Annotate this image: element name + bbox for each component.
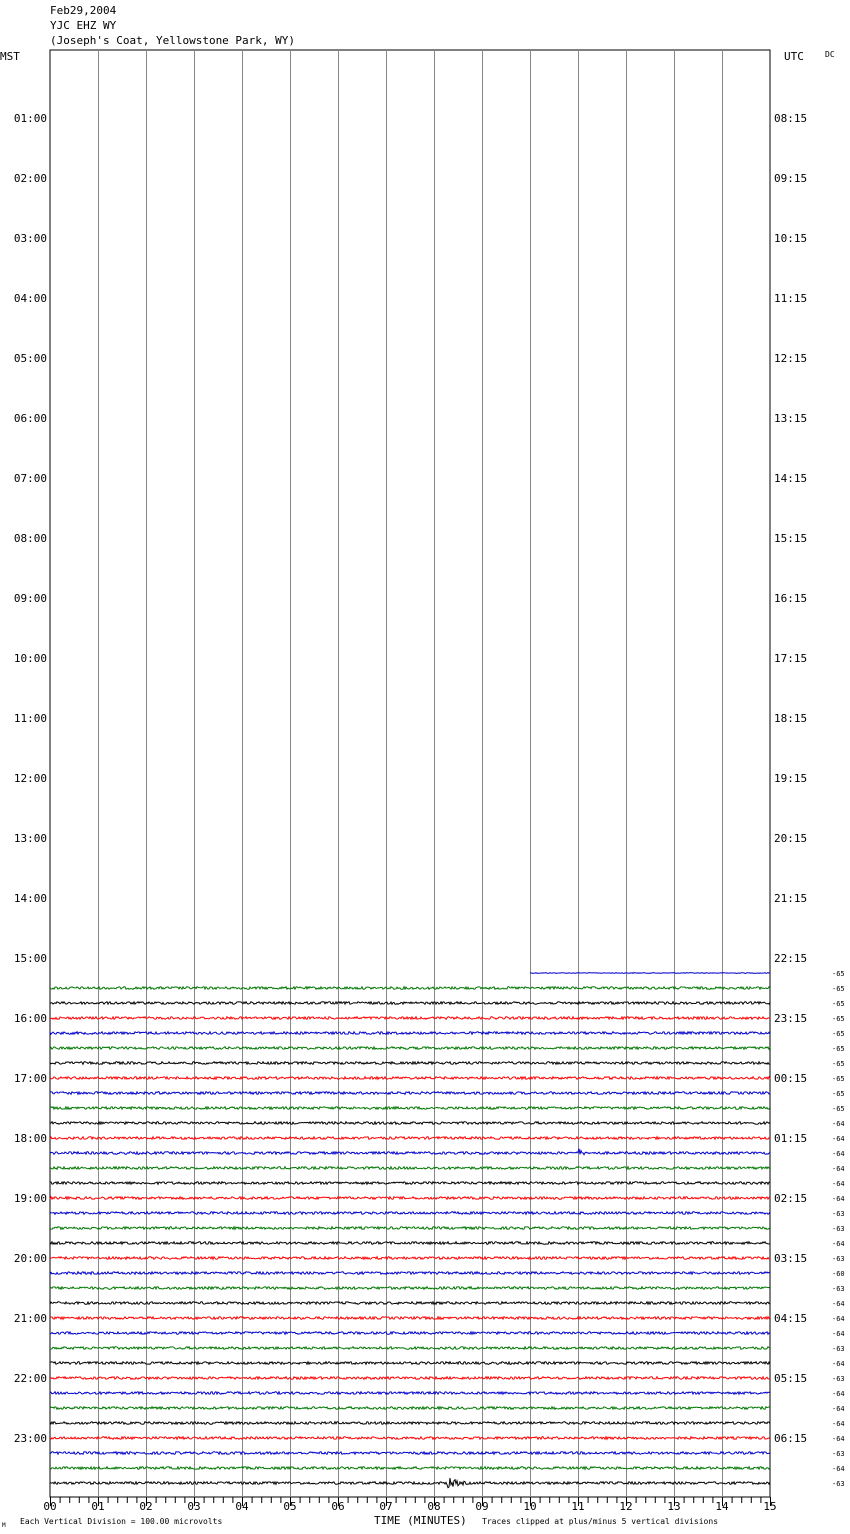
- seismic-trace: [50, 1287, 770, 1290]
- utc-hour-label: 00:15: [774, 1072, 808, 1085]
- trace-value-label: -63: [832, 1375, 845, 1383]
- seismic-trace: [50, 1062, 770, 1065]
- utc-hour-label: 08:15: [774, 112, 808, 125]
- left-axis-label: MST: [0, 50, 20, 63]
- mst-hour-label: 20:00: [13, 1252, 47, 1265]
- seismic-trace: [50, 1392, 770, 1395]
- x-axis-label: TIME (MINUTES): [374, 1514, 467, 1527]
- x-tick-label: 12: [619, 1500, 633, 1513]
- utc-hour-label: 20:15: [774, 832, 808, 845]
- utc-hour-label: 09:15: [774, 172, 808, 185]
- mst-hour-label: 01:00: [13, 112, 47, 125]
- mst-hour-label: 15:00: [13, 952, 47, 965]
- x-tick-label: 00: [43, 1500, 57, 1513]
- seismic-trace: [50, 1149, 770, 1155]
- date-label: Feb29,2004: [50, 4, 117, 17]
- mst-hour-label: 08:00: [13, 532, 47, 545]
- trace-value-label: -64: [832, 1165, 845, 1173]
- mst-hour-label: 10:00: [13, 652, 47, 665]
- trace-value-label: -63: [832, 1285, 845, 1293]
- trace-value-label: -63: [832, 1210, 845, 1218]
- trace-value-label: -64: [832, 1180, 845, 1188]
- trace-value-label: -64: [832, 1390, 845, 1398]
- x-tick-label: 09: [475, 1500, 489, 1513]
- trace-group: [50, 973, 770, 1488]
- utc-hour-label: 15:15: [774, 532, 808, 545]
- seismic-trace: [50, 1167, 770, 1170]
- corner-mark: M: [2, 1522, 6, 1529]
- seismic-trace: [50, 1317, 770, 1320]
- x-tick-label: 13: [667, 1500, 681, 1513]
- mst-hour-label: 05:00: [13, 352, 47, 365]
- mst-hour-label: 02:00: [13, 172, 47, 185]
- mst-hour-label: 11:00: [13, 712, 47, 725]
- seismic-trace: [530, 973, 770, 974]
- trace-value-label: -63: [832, 1255, 845, 1263]
- station-label: YJC EHZ WY: [50, 19, 117, 32]
- corner-label: DC: [825, 50, 835, 59]
- utc-hour-label: 05:15: [774, 1372, 808, 1385]
- utc-hour-label: 14:15: [774, 472, 808, 485]
- x-tick-label: 07: [379, 1500, 393, 1513]
- trace-value-label: -65: [832, 1000, 845, 1008]
- trace-value-label: -65: [832, 1015, 845, 1023]
- x-tick-label: 04: [235, 1500, 249, 1513]
- trace-value-label: -65: [832, 1030, 845, 1038]
- seismic-trace: [50, 1242, 770, 1245]
- trace-value-label: -64: [832, 1120, 845, 1128]
- trace-value-label: -63: [832, 1345, 845, 1353]
- trace-value-label: -65: [832, 985, 845, 993]
- x-tick-label: 01: [91, 1500, 105, 1513]
- trace-value-label: -63: [832, 1480, 845, 1488]
- utc-hour-label: 22:15: [774, 952, 808, 965]
- utc-hour-label: 06:15: [774, 1432, 808, 1445]
- seismic-trace: [50, 1017, 770, 1020]
- trace-value-label: -64: [832, 1465, 845, 1473]
- seismic-trace: [50, 1212, 770, 1215]
- trace-value-label: -65: [832, 1045, 845, 1053]
- seismic-trace: [50, 1032, 770, 1035]
- trace-value-label: -65: [832, 1060, 845, 1068]
- location-label: (Joseph's Coat, Yellowstone Park, WY): [50, 34, 296, 47]
- mst-hour-label: 13:00: [13, 832, 47, 845]
- footer-left-note: Each Vertical Division = 100.00 microvolts: [20, 1517, 223, 1526]
- seismic-trace: [50, 1107, 770, 1110]
- x-tick-label: 02: [139, 1500, 153, 1513]
- utc-hour-label: 19:15: [774, 772, 808, 785]
- trace-value-label: -64: [832, 1330, 845, 1338]
- mst-hour-label: 17:00: [13, 1072, 47, 1085]
- utc-hour-label: 11:15: [774, 292, 808, 305]
- trace-value-label: -64: [832, 1435, 845, 1443]
- trace-value-label: -64: [832, 1315, 845, 1323]
- mst-hour-label: 18:00: [13, 1132, 47, 1145]
- seismic-trace: [50, 1347, 770, 1350]
- utc-hour-label: 12:15: [774, 352, 808, 365]
- trace-value-label: -65: [832, 1075, 845, 1083]
- trace-value-label: -63: [832, 1450, 845, 1458]
- mst-hour-label: 12:00: [13, 772, 47, 785]
- seismic-trace: [50, 1002, 770, 1005]
- utc-hour-label: 17:15: [774, 652, 808, 665]
- seismic-trace: [50, 1437, 770, 1440]
- utc-hour-label: 16:15: [774, 592, 808, 605]
- x-tick-label: 11: [571, 1500, 585, 1513]
- plot-frame: [50, 50, 770, 1497]
- mst-hour-label: 22:00: [13, 1372, 47, 1385]
- trace-value-label: -65: [832, 1105, 845, 1113]
- seismic-trace: [50, 1422, 770, 1425]
- mst-hour-label: 16:00: [13, 1012, 47, 1025]
- x-tick-label: 06: [331, 1500, 345, 1513]
- mst-hour-label: 04:00: [13, 292, 47, 305]
- trace-value-label: -65: [832, 970, 845, 978]
- mst-hour-label: 06:00: [13, 412, 47, 425]
- seismic-trace: [50, 1137, 770, 1140]
- mst-hour-label: 03:00: [13, 232, 47, 245]
- utc-hour-label: 21:15: [774, 892, 808, 905]
- x-tick-label: 10: [523, 1500, 537, 1513]
- trace-value-label: -64: [832, 1135, 845, 1143]
- x-tick-label: 03: [187, 1500, 201, 1513]
- trace-value-label: -65: [832, 1090, 845, 1098]
- seismic-trace: [50, 1452, 770, 1455]
- utc-hour-label: 10:15: [774, 232, 808, 245]
- trace-value-label: -60: [832, 1270, 845, 1278]
- seismic-trace: [50, 1197, 770, 1200]
- utc-hour-label: 13:15: [774, 412, 808, 425]
- seismic-trace: [50, 1122, 770, 1125]
- seismic-trace: [50, 1077, 770, 1080]
- seismic-trace: [50, 1407, 770, 1410]
- utc-hour-label: 18:15: [774, 712, 808, 725]
- seismic-trace: [50, 1362, 770, 1365]
- trace-value-label: -64: [832, 1405, 845, 1413]
- seismic-trace: [50, 1332, 770, 1335]
- utc-hour-label: 04:15: [774, 1312, 808, 1325]
- utc-hour-label: 01:15: [774, 1132, 808, 1145]
- mst-hour-label: 21:00: [13, 1312, 47, 1325]
- trace-value-label: -64: [832, 1150, 845, 1158]
- seismic-trace: [50, 987, 770, 990]
- seismic-trace: [50, 1467, 770, 1470]
- mst-hour-label: 07:00: [13, 472, 47, 485]
- x-tick-label: 05: [283, 1500, 297, 1513]
- right-axis-label: UTC: [784, 50, 804, 63]
- seismic-trace: [50, 1478, 770, 1488]
- mst-hour-label: 09:00: [13, 592, 47, 605]
- mst-hour-label: 23:00: [13, 1432, 47, 1445]
- trace-value-label: -64: [832, 1195, 845, 1203]
- trace-value-label: -64: [832, 1420, 845, 1428]
- trace-value-label: -64: [832, 1240, 845, 1248]
- seismic-trace: [50, 1047, 770, 1050]
- seismic-trace: [50, 1272, 770, 1275]
- seismic-trace: [50, 1227, 770, 1230]
- utc-hour-label: 02:15: [774, 1192, 808, 1205]
- footer-right-note: Traces clipped at plus/minus 5 vertical divisions: [482, 1517, 719, 1526]
- seismic-trace: [50, 1092, 770, 1095]
- seismic-trace: [50, 1182, 770, 1185]
- utc-hour-label: 23:15: [774, 1012, 808, 1025]
- x-tick-label: 08: [427, 1500, 441, 1513]
- seismic-trace: [50, 1257, 770, 1260]
- x-tick-label: 14: [715, 1500, 729, 1513]
- utc-hour-label: 03:15: [774, 1252, 808, 1265]
- mst-hour-label: 19:00: [13, 1192, 47, 1205]
- trace-value-label: -64: [832, 1360, 845, 1368]
- trace-value-label: -63: [832, 1225, 845, 1233]
- mst-hour-label: 14:00: [13, 892, 47, 905]
- trace-value-label: -64: [832, 1300, 845, 1308]
- seismic-trace: [50, 1377, 770, 1380]
- x-tick-label: 15: [763, 1500, 777, 1513]
- seismic-trace: [50, 1302, 770, 1305]
